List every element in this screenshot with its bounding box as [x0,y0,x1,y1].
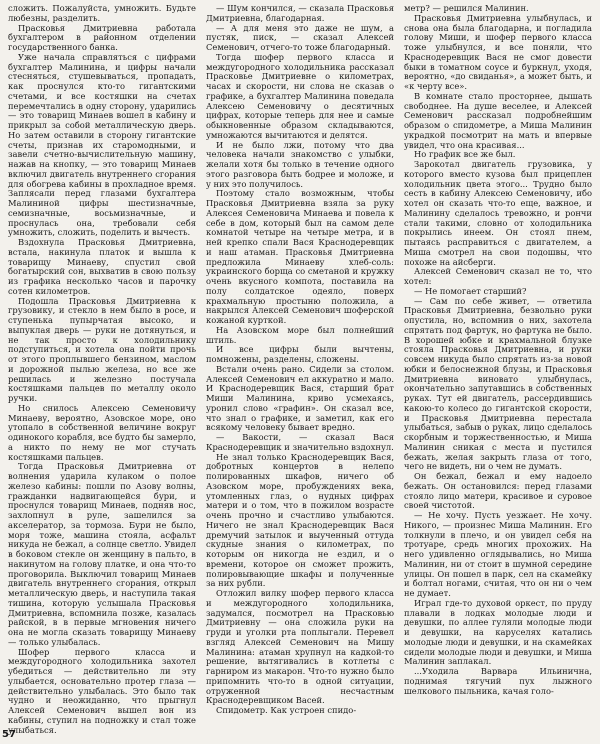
magazine-page [8,4,592,736]
text-column-2 [206,4,394,736]
paragraph: Прасковья Дмитриевна улыбнулась, и снова она была благодарна, и погладила голову Миши, и шофер первого класса тоже улыбнулся, и все поняли, что Краснодеревщик Вася не смог довести быки в томатном соусе и буркнул, уходя, вероятно, «до свиданья», а может быть, и «к черту все». [404,12,592,91]
paragraph: Спидометр. Как устроен спидо- [216,705,357,715]
paragraph: Шофер первого класса и междугородного холодильника захотел убедиться — действительно ли эту улыбается, основательно протер глаза — действительно улыбалась. Это было так чудно и неожиданно, что прыгнул Алексей Семенович вышел вон из кабины, ступил на подножку и стал тоже улыбаться. [8,646,196,735]
paragraph: В комнате стало просторнее, дышать свободнее. На душе веселее, и Алексей Семенович рассказал подробнейшим образом о спидометре, а Миша Малинин украдкой посмотрит на мать и впервые увидел, что она красивая... [404,90,592,150]
paragraph: Тогда шофер первого класса и междугородного холодильника рассказал Прасковье Дмитриевне о километрах, часах и скорости, ни слова не сказав о графике, а бухгалтер Малинина поведала Алексею Семеновичу о десятичных цифрах, которые теперь для нее и самые обыкновенные образом складываются, умножаются вычитаются и делятся. [206,51,394,140]
paragraph: — Не хочу. Пусть уезжает. Не хочу. Никого, — произнес Миша Малинин. Его толкнули в плечо, и он увидел себя на тротуаре, средь многих прохожих. На него удивленно оглядывались, но Миша Малинин, ни от стоит в шумной середине улицы. Он пошел в парк, сел на скамейку и болтал ногами, считая, что он ни о чем не думает. [404,510,592,598]
paragraph: сложить. Пожалуйста, умножить. Будьте любезны, разделить. [8,4,196,23]
paragraph: — Шум кончился, — сказала Прасковья Дмитриевна, благодарная. [206,4,394,23]
paragraph: Зарокотал двигатель грузовика, у которого вместо кузова был прицеплен холодильник цвета этого... Трудно было сесть в кабину Алексею Семеновичу, ибо хотел он сказать что-то еще, важное, и Малинину сделалось тревожно, и рончи стали такими, словно от холодильника покрылись инеем. Он стоял пнем, пытаясь расправиться с двигателем, а Миша смотрел на свои подошвы, что похоже на айсберги. [404,159,592,267]
paragraph: Играл где-то духовой оркест, по пруду плавали в лодках молодые люди и девушки, по аллее гуляли молодые люди и девушки, на каруселях катались молодые люди и девушки, и на скамейках сидели молодые люди и девушки, и Миша Малинин заплакал. [404,597,592,667]
paragraph: Подошла Прасковья Дмитриевна к грузовику, и стекло в нем было в росе, и ступенька пупырчатая высоко, и выпуклая дверь — руки не дотянуться, и не так просто к холодильнику подступиться, и хотела она пойти прочь от этого проплывшего бензином, маслом и дорожной пылью железа, но все же решилась и железно постучала костяшками пальцев по металлу около ручки. [8,295,196,403]
text-column-3 [404,4,592,736]
paragraph: Встали очень рано. Сидели за столом. Алексей Семенович ел аккуратно и мало. И Краснодеревщик Вася, старший брат Миши Малинина, криво усмехаясь, уронил слово «графин». Он сказал все, что знал о графике, и заметил, как его всякому человеку бывает вредно. [206,363,394,433]
paragraph: Он бежал, бежал и ему надоело бежать. Он остановился: перед глазами стояло лицо матери, красивое и суровое своей чистотой. [404,471,592,511]
paragraph: Отложил вилку шофер первого класса и междугородного холодильника, задумался, посмотрел на Прасковью Дмитриевну — она сложила руки на груди и уголки рта поплыгали. Перевел взгляд Алексей Семенович на Мишу Малинина: атаман хрупнул на кадкой-то решение, вытягивались в котлеты с гарниром из макарон. Что-то нужно было припомнить что-то в одной ситуации, отруженной несчастным Краснодеревщиком Васей. [206,588,394,706]
paragraph: Тогда Прасковья Дмитриевна от волнения ударила кулаком о полое железо кабины: пошли по Азову волны, гражданки надвигающейся бури, и проснулся товарищ Минаев, подняв нос, захлопнул в руле, зашелился за акселератор, за тормоза. Бури не было, моря тоже, машина стояла, асфальт никуда не бежал, а солнце светло. Увидел в боковом стекле он женщину в пальто, в накинутом на голову платке, и она что-то проговорила. Выключил товарищ Минаев двигатель внутреннего сгорания, открыл металлическую дверь, и наступила такая тишина, которую услышала Прасковья Дмитриевна, вспомнила позже, казалась райской, в в первые мгновения ничего она не могла сказать товарищу Минаеву — только улыбалась. [8,461,196,647]
paragraph: — Не помогает старший? [414,285,527,296]
page-number: 57 [2,729,16,740]
paragraph: Вздохнула Прасковья Дмитриевна, встала, накинула платок и вышла к товарищу Минаеву, спустил свой богатырский сон, выхватив в свою пользу из графика несколько часов и парочку сотен километров. [8,237,196,296]
paragraph: Уже начала справляться с цифрами бухгалтер Малинина, и цифры начали стесняться, стушевываться, пропадать, как проснулся кто-то гигантскими счетами, и все костяшки на счетах перемечтались в одну сторону, ударились — это товарищ Минаев вошел в кабину и прикрыл за собой металлическую дверь. Но затем оставили в сторону гигантские счеты, признав их старомодными, и завели счетно-вычислительную машину, нажав на кнопку, — это товарищ Минаев включил двигатель внутреннего сгорания для обогрева кабины в прохладное время. Заплясали перед глазами бухгалтера Малининой цифры шестизначные, семизначные, восьмизначные, и проснулась она, требовали себя умножить, сложить, поделить и вычесть. [8,51,196,238]
paragraph: Но снилось Алексею Семеновичу Минаеву, вероятно, Азовское море, оно утопало в собственной величине вокруг одинокого корабля, все будто бы замерло, а никто по нему не мог стучать костяшками пальцев. [8,402,196,462]
paragraph: На Азовском море был полнейший штиль. [206,324,394,345]
paragraph: ...Уходила Варвара Ильинична, поднимая тягучий пух лыжного шелкового пыльника, качая голо- [404,666,592,696]
paragraph: Прасковья Дмитриевна работала бухгалтером в районном отделении государственного банка. [8,22,196,52]
paragraph: Не знал только Краснодеревщик Вася, добротных концертов в нелепо полированных шкафов, ничего об Азовском море, пробуждениях века, утомленных глаз, о нудных цифрах матери и о том, что в пожилом возрасте очень прочно и счастливо улыбаются. Ничего не знал Краснодеревщик Вася дремучий затылок и выученный оттуда скудные знания о километрах, по которым он никогда не ездил, и о времени, которое он сможет прожить, полировывающие шкафы и полученные за них рубли. [206,451,394,589]
paragraph: И все цифры были вычтены, помножены, разделены, сложены. [206,344,394,364]
paragraph: Поэтому стало возможным, чтобы Прасковья Дмитриевна взяла за руку Алексея Семеновича Минаева и повела к себе в дом, который был на самом деле комнатой четыре на четыре метра, и в ней крепко спали Вася Краснодеревщик и наш атаман. Прасковья Дмитриевна предложила Минаеву хлеб-соль: украинского борща со сметаной и кружку очень вкусного компота, поставила на полу солдатское одеяло, поверх крахмальную простыню положила, а накрылся Алексей Семенович шоферской кожаной курткой. [206,188,394,325]
paragraph: — Сам по себе живет, — ответила Прасковья Дмитриевна, безвольно руки опустила, но, вспомнив о них, захотела спрятать под фартук, но фартука не было. В хорошей юбке и крахмальной блузке стояла Прасковья Дмитриевна, и руки совсем никуда было спрятать из-за новой юбки и белоснежной блузы, и Прасковья Дмитриевна виновато улыбнулась, окончательно запутавшись в собственных руках. Тут ей двигатель, рассердившись какою-то колесо до гигантской скорости, и Прасковья Дмитриевна перестала улыбаться, забыв о руках, лицо сделалось скорбным и торжественностью, и Миша Малинин сникая с места и пустился бежать, желая закрыть глаза от того, чего не видеть, ни о чем не думать. [404,295,592,472]
text-column-1 [8,4,196,736]
paragraph: И не было лжи, потому что два человека начали знакомство с улыбки, желали хотя бы только в течение одного этого разговора быть бодрее и моложе, и у них это получилось. [206,139,394,189]
paragraph: метр? — решился Малинин. [404,4,529,13]
paragraph: Но график все же был. [414,149,516,160]
paragraph: Алексей Семенович сказал не то, что хотел: [404,266,592,286]
paragraph: — А для меня это даже не шум, а пустяк, писк, — сказал Алексей Семенович, отчего-то тоже благодарный. [206,22,394,52]
paragraph: — Вакости, — сказал Вася Краснодеревщик и значительно вздохнул. [206,432,394,452]
